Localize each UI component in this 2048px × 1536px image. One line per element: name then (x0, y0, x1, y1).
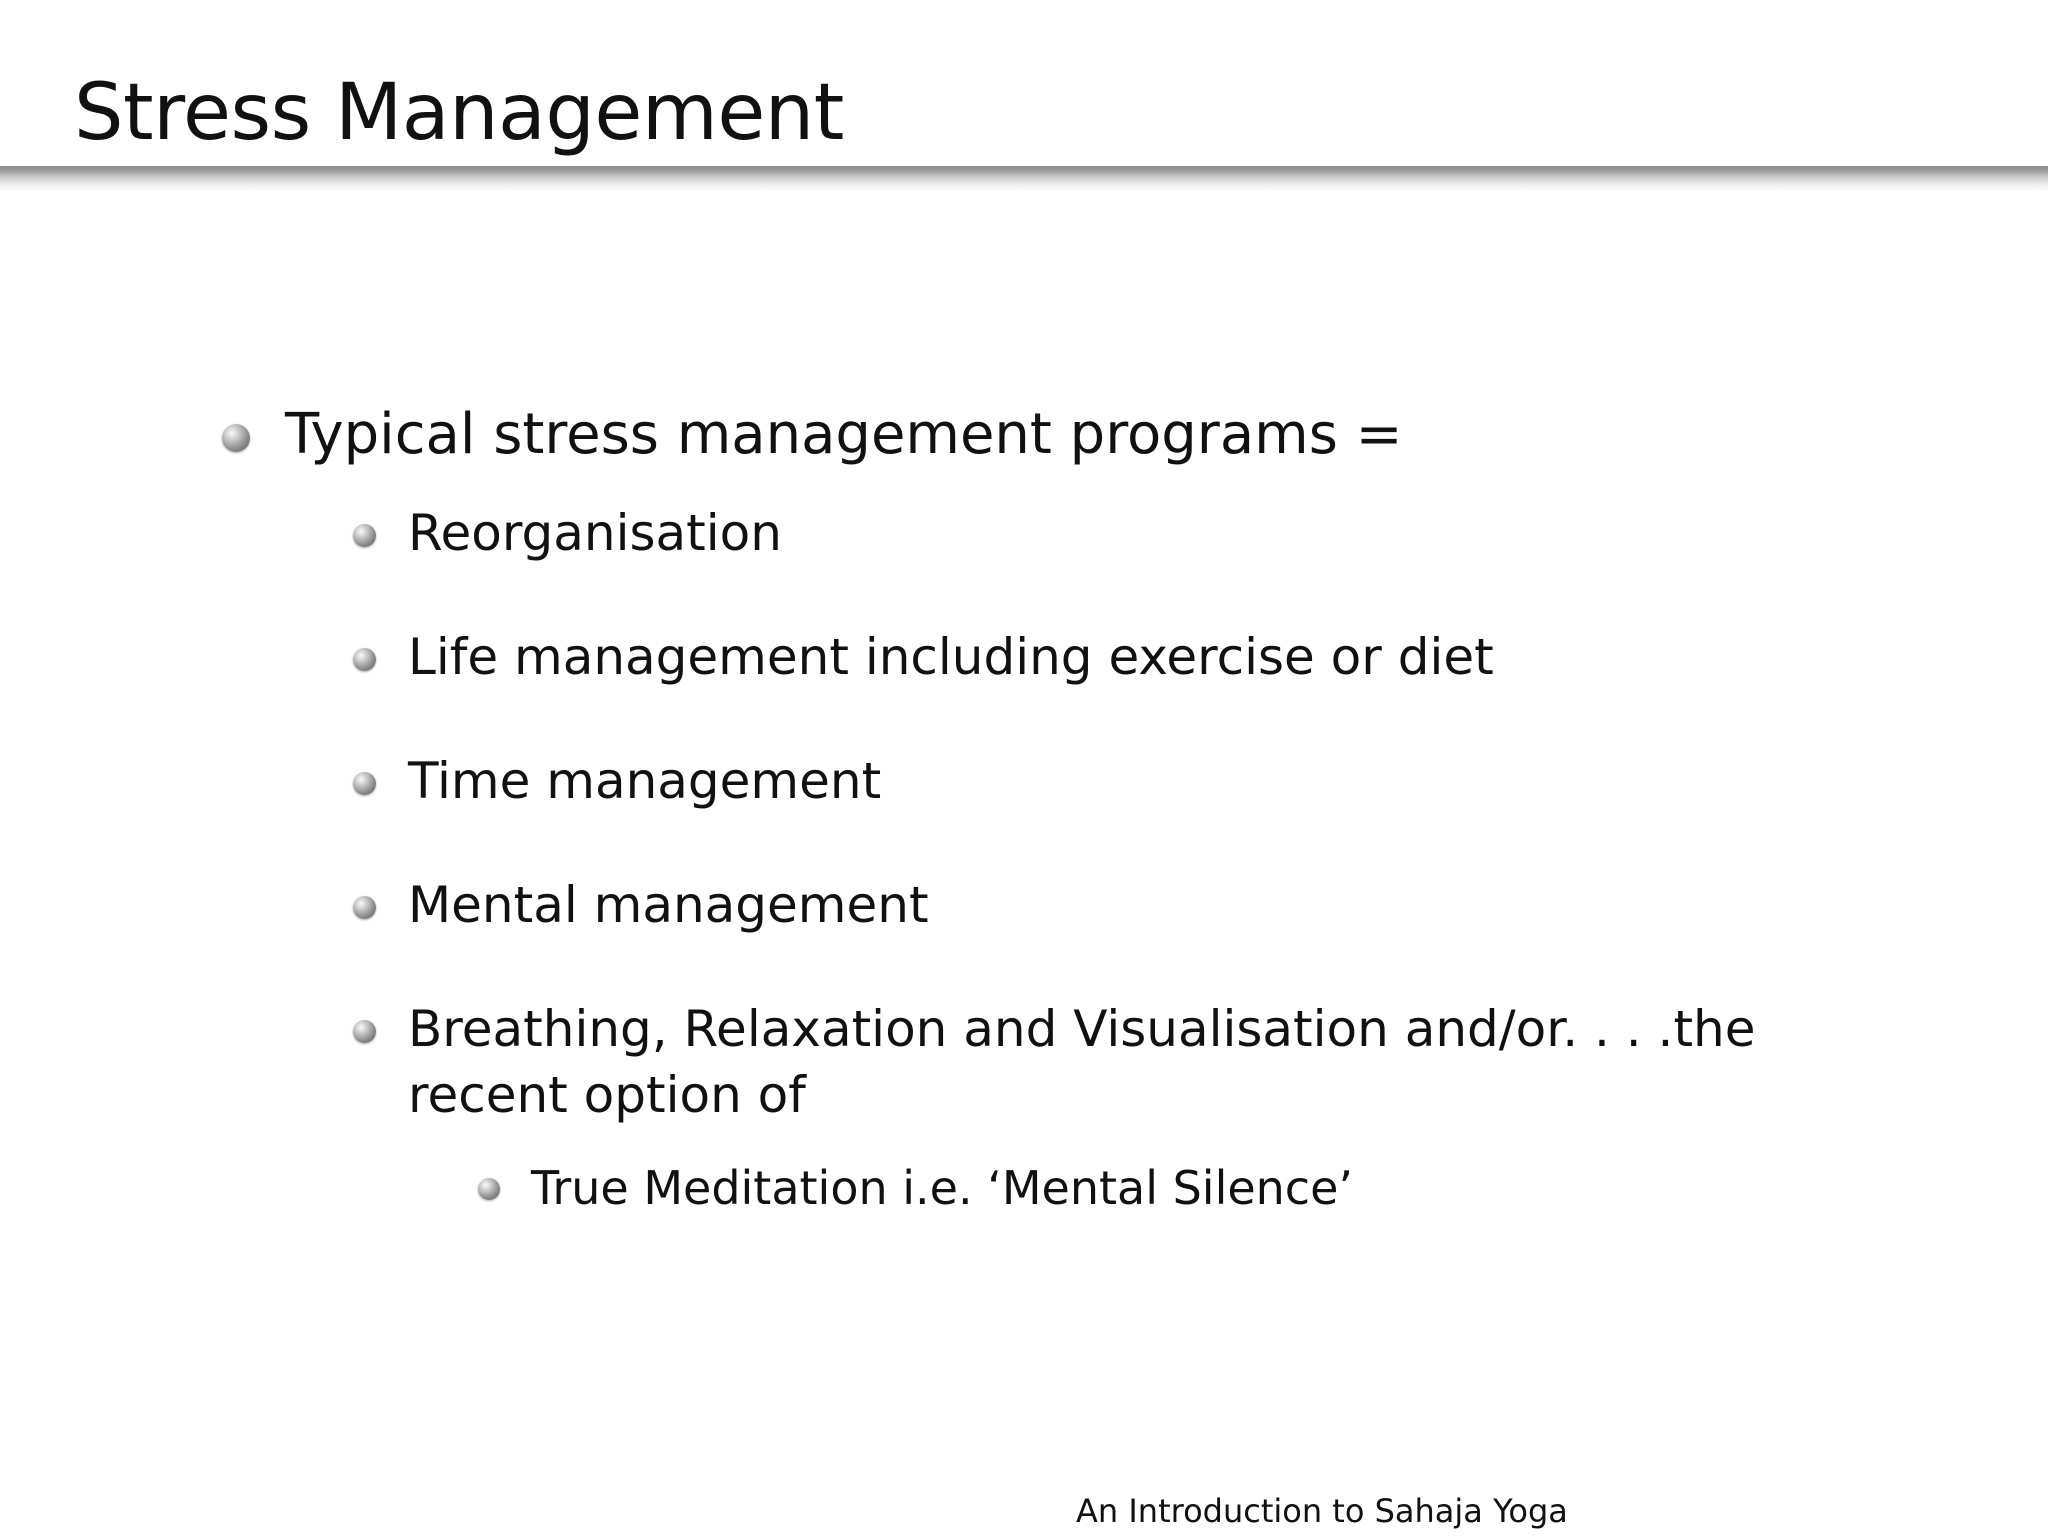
list-item-text: Reorganisation (408, 504, 782, 562)
slide-title: Stress Management (74, 68, 844, 158)
sphere-bullet-icon (478, 1178, 500, 1200)
sphere-bullet-icon (353, 896, 376, 919)
slide-footer: An Introduction to Sahaja Yoga (1076, 1492, 1568, 1530)
list-item-text: Mental management (408, 876, 929, 934)
sphere-bullet-icon (353, 772, 376, 795)
list-item-text: Life management including exercise or diet (408, 628, 1494, 686)
sphere-bullet-icon (353, 524, 376, 547)
sphere-bullet-icon (353, 1020, 376, 1043)
list-item-text: Typical stress management programs = (285, 402, 1403, 467)
sphere-bullet-icon (353, 648, 376, 671)
title-divider (0, 166, 2048, 192)
list-item-text: Time management (408, 752, 882, 810)
list-item-text: Breathing, Relaxation and Visualisation and/or. . . .the recent option of (408, 1000, 1756, 1124)
sphere-bullet-icon (222, 424, 250, 452)
list-item-text: True Meditation i.e. ‘Mental Silence’ (531, 1161, 1354, 1215)
